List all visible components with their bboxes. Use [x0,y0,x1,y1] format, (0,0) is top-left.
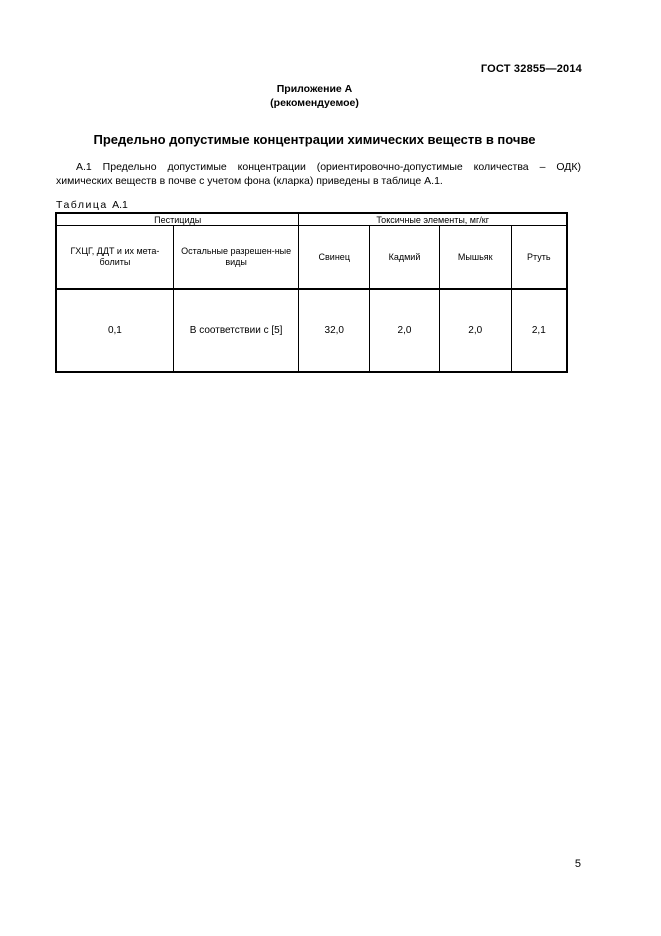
column-header-cadmium: Кадмий [370,226,440,290]
table-header [56,213,567,289]
body-paragraph: А.1 Предельно допустимые концентрации (ориентировочно-допустимые количества – ОДК) химических веществ в почве с учетом фона (кларка) приведены в таблице А.1. [56,161,581,187]
annex-title: Приложение А [276,83,353,95]
column-header-lead: Свинец [299,226,370,290]
column-header-mercury: Ртуть [511,226,567,290]
group-header-pesticides: Пестициды [56,213,299,226]
cell-hchg-ddt: 0,1 [56,289,173,372]
annex-status: (рекомендуемое) [270,97,359,109]
cell-cadmium: 2,0 [370,289,440,372]
table-row [56,289,567,372]
table-caption-label: Таблица [56,199,108,211]
concentration-table [55,212,568,373]
group-header-toxic-elements: Токсичные элементы, мг/кг [299,213,567,226]
document-code: ГОСТ 32855—2014 [480,63,582,75]
cell-arsenic: 2,0 [439,289,511,372]
table-group-header-row [56,213,567,226]
column-header-arsenic: Мышьяк [439,226,511,290]
section-title: Предельно допустимые концентрации химических веществ в почве [93,132,536,147]
annex-heading [0,82,629,110]
cell-mercury: 2,1 [511,289,567,372]
column-header-hchg-ddt: ГХЦГ, ДДТ и их мета-болиты [56,226,173,290]
page-number: 5 [574,858,581,870]
cell-lead: 32,0 [299,289,370,372]
column-header-other-permitted: Остальные разрешен-ные виды [173,226,299,290]
table-caption-number: А.1 [112,199,128,211]
table-column-header-row [56,226,567,290]
table-caption [56,199,128,211]
cell-other-permitted: В соответствии с [5] [173,289,299,372]
